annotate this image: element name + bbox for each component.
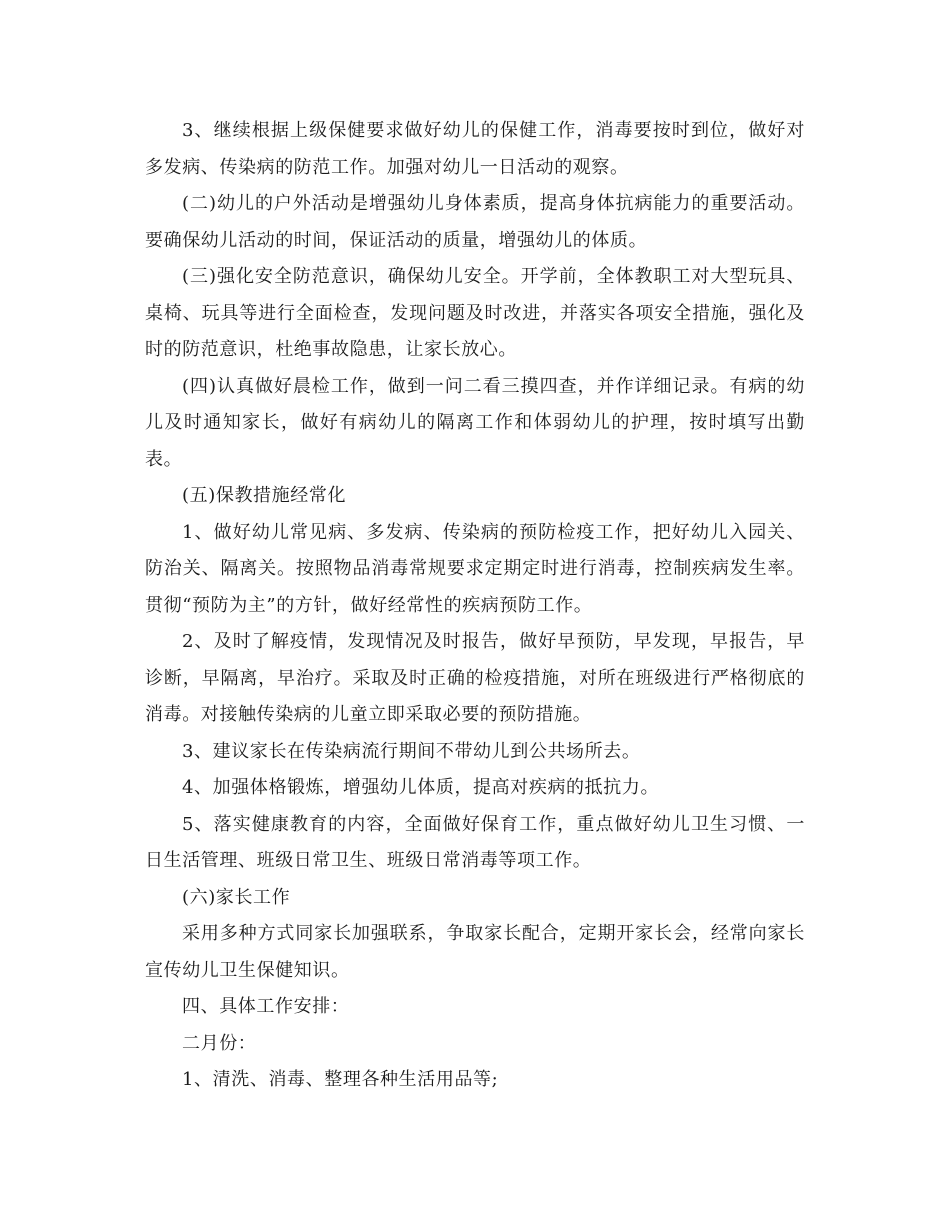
section-heading: 四、具体工作安排： [182,996,350,1017]
paragraph: 3、继续根据上级保健要求做好幼儿的保健工作，消毒要按时到位，做好对多发病、传染病的防范工作。加强对幼儿一日活动的观察。 [145,120,805,178]
section-heading: (六)家长工作 [182,886,291,908]
paragraph: 1、清洗、消毒、整理各种生活用品等; [182,1069,499,1090]
paragraph: (四)认真做好晨检工作，做到一问二看三摸四查，并作详细记录。有病的幼儿及时通知家长，做好有病幼儿的隔离工作和体弱幼儿的护理，按时填写出勤表。 [145,375,805,470]
document-body [145,113,805,1099]
paragraph: 2、及时了解疫情，发现情况及时报告，做好早预防，早发现，早报告，早诊断，早隔离，早治疗。采取及时正确的检疫措施，对所在班级进行严格彻底的消毒。对接触传染病的儿童立即采取必要的预防措施。 [145,631,805,725]
subsection-heading: 二月份： [182,1032,257,1054]
paragraph: (二)幼儿的户外活动是增强幼儿身体素质，提高身体抗病能力的重要活动。要确保幼儿活动的时间，保证活动的质量，增强幼儿的体质。 [145,193,805,251]
section-heading: (五)保教措施经常化 [182,485,347,506]
paragraph: (三)强化安全防范意识，确保幼儿安全。开学前，全体教职工对大型玩具、桌椅、玩具等进行全面检查，发现问题及时改进，并落实各项安全措施，强化及时的防范意识，杜绝事故隐患，让家长放心。 [145,266,805,360]
paragraph: 5、落实健康教育的内容，全面做好保育工作，重点做好幼儿卫生习惯、一日生活管理、班级日常卫生、班级日常消毒等项工作。 [145,813,805,871]
paragraph: 1、做好幼儿常见病、多发病、传染病的预防检疫工作，把好幼儿入园关、防治关、隔离关。按照物品消毒常规要求定期定时进行消毒，控制疾病发生率。贯彻“预防为主”的方针，做好经常性的疾病预防工作。 [145,521,805,616]
paragraph: 采用多种方式同家长加强联系，争取家长配合，定期开家长会，经常向家长宣传幼儿卫生保健知识。 [145,923,805,981]
paragraph: 4、加强体格锻炼，增强幼儿体质，提高对疾病的抵抗力。 [182,777,660,798]
paragraph: 3、建议家长在传染病流行期间不带幼儿到公共场所去。 [182,740,641,762]
